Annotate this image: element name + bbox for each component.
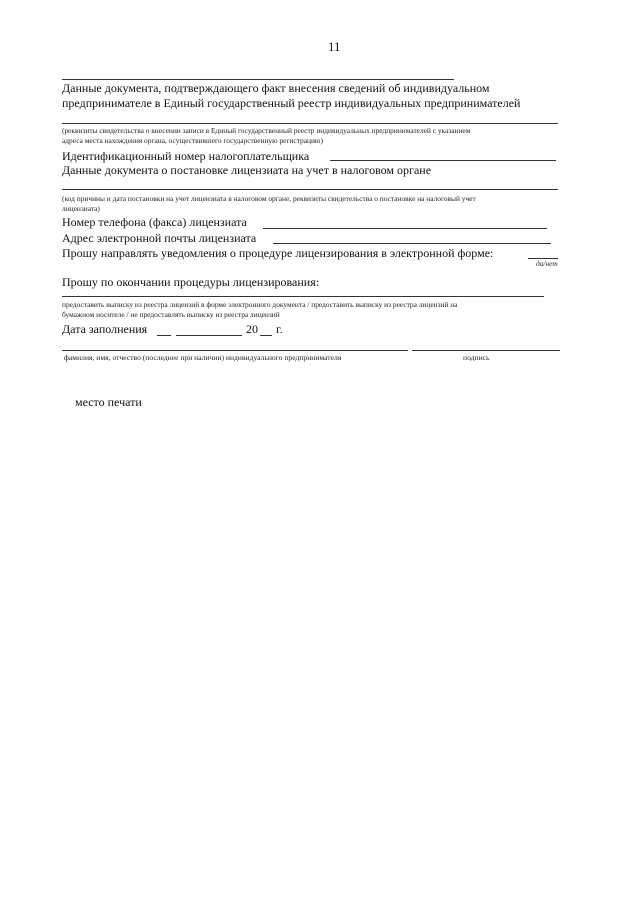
email-label: Адрес электронной почты лицензиата	[62, 231, 257, 245]
stamp-place-label: место печати	[75, 395, 142, 409]
tax-requisites-caption-line2: лицензиата)	[62, 204, 100, 213]
extract-options-caption-line1: предоставить выписку из реестра лицензий в форме электронного документа / предоставить выписку из реестра лицензий на	[62, 300, 458, 309]
tax-requisites-caption-line1: (код причины и дата постановки на учет лицензиата в налоговом органе, реквизиты свидетельства о постановке на налоговый учет	[62, 194, 476, 203]
tax-requisites-field[interactable]	[62, 189, 558, 190]
tax-registration-label: Данные документа о постановке лицензиата на учет в налоговом органе	[62, 163, 432, 177]
register-requisites-caption-line1: (реквизиты свидетельства о внесении записи в Единый государственный реестр индивидуальных предпринимателей с указанием	[62, 126, 471, 135]
fio-caption: фамилия, имя, отчество (последнее при наличии) индивидуального предпринимателя	[64, 353, 342, 362]
date-year-prefix: 20	[246, 322, 258, 336]
date-month-field[interactable]	[176, 335, 242, 336]
signature-field[interactable]	[412, 350, 560, 351]
extract-request-label: Прошу по окончании процедуры лицензирования:	[62, 275, 320, 289]
notifications-label: Прошу направлять уведомления о процедуре лицензирования в электронной форме:	[62, 246, 494, 260]
inn-label: Идентификационный номер налогоплательщика	[62, 149, 310, 163]
date-year-field[interactable]	[260, 335, 272, 336]
register-requisites-caption-line2: адреса места нахождения органа, осуществившего государственную регистрацию)	[62, 136, 323, 145]
date-label: Дата заполнения	[62, 322, 148, 336]
signature-caption: подпись	[463, 353, 490, 362]
page-number: 11	[328, 39, 341, 54]
date-day-field[interactable]	[157, 335, 171, 336]
notifications-hint: да/нет	[536, 259, 558, 268]
fio-field[interactable]	[62, 350, 408, 351]
register-top-line	[62, 79, 454, 80]
date-year-suffix: г.	[276, 322, 283, 336]
phone-label: Номер телефона (факса) лицензиата	[62, 215, 247, 229]
register-doc-label-line2: предпринимателе в Единый государственный реестр индивидуальных предпринимателей	[62, 96, 521, 110]
email-field[interactable]	[273, 243, 551, 244]
phone-field[interactable]	[263, 228, 547, 229]
extract-options-caption-line2: бумажном носителе / не предоставлять выписку из реестра лицензий	[62, 310, 280, 319]
inn-field[interactable]	[330, 160, 556, 161]
extract-option-field[interactable]	[62, 296, 544, 297]
register-doc-label-line1: Данные документа, подтверждающего факт внесения сведений об индивидуальном	[62, 81, 490, 95]
register-requisites-field[interactable]	[62, 123, 558, 124]
